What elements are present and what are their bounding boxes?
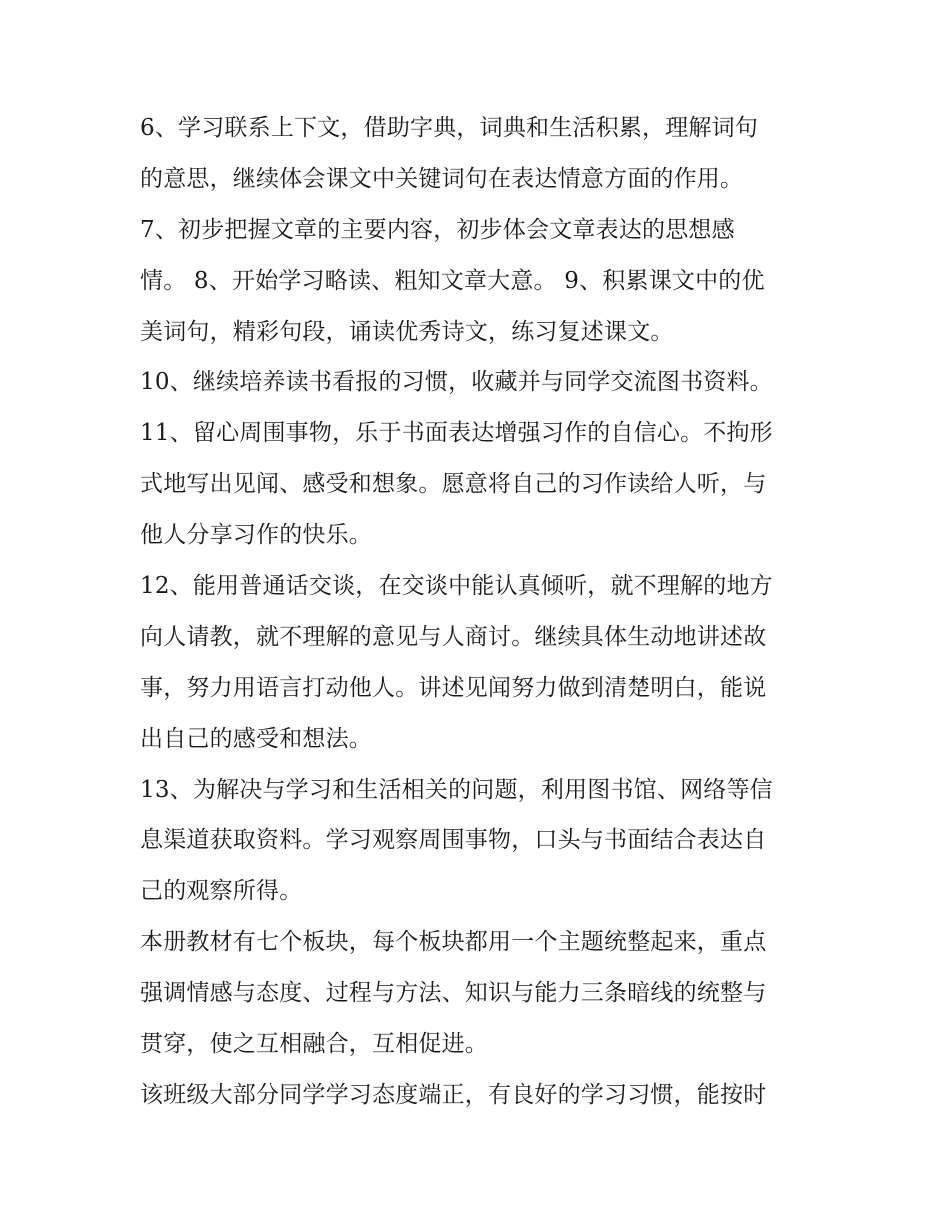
text-line: 11、留心周围事物，乐于书面表达增强习作的自信心。不拘形 bbox=[140, 420, 773, 447]
text-line: 7、初步把握文章的主要内容，初步体会文章表达的思想感 bbox=[140, 216, 735, 243]
text-line: 的意思，继续体会课文中关键词句在表达情意方面的作用。 bbox=[140, 165, 744, 192]
text-line: 向人请教，就不理解的意见与人商讨。继续具体生动地讲述故 bbox=[140, 623, 767, 650]
text-line: 美词句，精彩句段，诵读优秀诗文，练习复述课文。 bbox=[140, 318, 674, 345]
document-body bbox=[140, 103, 820, 1121]
text-line: 贯穿，使之互相融合，互相促进。 bbox=[140, 1031, 488, 1058]
text-line: 式地写出见闻、感受和想象。愿意将自己的习作读给人听，与 bbox=[140, 471, 767, 498]
text-line: 事，努力用语言打动他人。讲述见闻努力做到清楚明白，能说 bbox=[140, 674, 767, 701]
text-line: 10、继续培养读书看报的习惯，收藏并与同学交流图书资料。 bbox=[140, 369, 773, 396]
text-line: 13、为解决与学习和生活相关的问题，利用图书馆、网络等信 bbox=[140, 776, 773, 803]
text-line: 出自己的感受和想法。 bbox=[140, 725, 372, 752]
text-line: 强调情感与态度、过程与方法、知识与能力三条暗线的统整与 bbox=[140, 980, 767, 1007]
text-line: 息渠道获取资料。学习观察周围事物，口头与书面结合表达自 bbox=[140, 827, 767, 854]
text-line: 6、学习联系上下文，借助字典，词典和生活积累，理解词句 bbox=[140, 115, 759, 141]
text-line: 情。 8、开始学习略读、粗知文章大意。 9、积累课文中的优 bbox=[140, 267, 765, 294]
text-line: 该班级大部分同学学习态度端正，有良好的学习习惯，能按时 bbox=[140, 1081, 767, 1108]
text-line: 12、能用普通话交谈，在交谈中能认真倾听，就不理解的地方 bbox=[140, 573, 773, 600]
text-line: 本册教材有七个板块，每个板块都用一个主题统整起来，重点 bbox=[140, 929, 767, 956]
text-line: 己的观察所得。 bbox=[140, 878, 303, 905]
text-line: 他人分享习作的快乐。 bbox=[140, 522, 372, 549]
